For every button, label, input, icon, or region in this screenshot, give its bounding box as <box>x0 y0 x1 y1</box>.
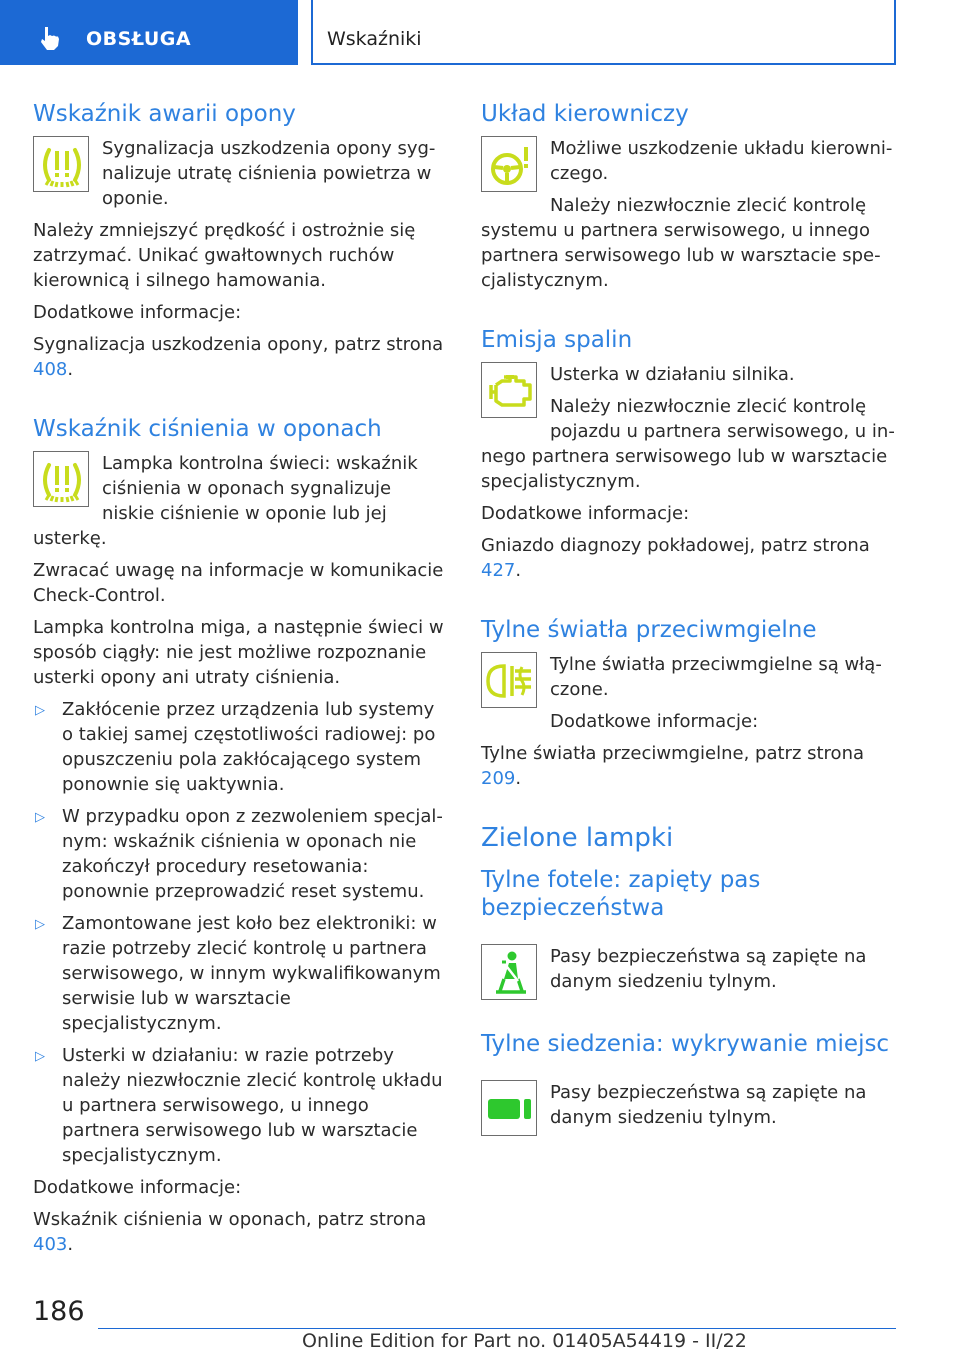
list-item <box>33 697 448 797</box>
paragraph: Zwracać uwagę na informacje w komunikacie Check-Control. <box>33 560 444 606</box>
paragraph: Należy niezwłocznie zlecić kontrolę pojazdu u partnera serwisowego, u innego partnera serwisowego lub w warsztacie specjalistycznym. <box>481 396 895 492</box>
edition-note: Online Edition for Part no. 01405A54419 - II/22 <box>302 1330 747 1352</box>
page-link[interactable]: 403 <box>33 1234 68 1255</box>
list-item-text: W przypadku opon z zezwoleniem specjalnym: wskaźnik ciśnienia w oponach nie zakończył procedury resetowania: ponownie przeprowadzić reset systemu. <box>62 806 443 902</box>
paragraph: Należy zmniejszyć prędkość i ostrożnie się zatrzymać. Unikać gwałtownych ruchów kierownicą i silnego hamowania. <box>33 220 416 291</box>
steering-warning-icon <box>482 137 538 193</box>
icon-description: Możliwe uszkodzenie układu kierowniczego. <box>550 138 893 184</box>
list-item <box>33 804 448 904</box>
rear-seat-occupancy-icon-box <box>481 1080 537 1136</box>
reference-end: . <box>67 359 74 380</box>
reference-end: . <box>515 560 522 581</box>
paragraph: Należy niezwłocznie zlecić kontrolę systemu u partnera serwisowego, u innego partnera serwisowego lub w warsztacie specjalistycznym. <box>481 195 881 291</box>
tire-warning-icon <box>34 137 90 193</box>
hand-pointer-icon <box>37 24 65 52</box>
section-title-steering: Układ kierowniczy <box>481 101 689 127</box>
engine-check-icon-box <box>481 362 537 418</box>
rear-fog-light-icon <box>482 653 538 709</box>
page-number: 186 <box>33 1296 85 1327</box>
paragraph: Dodatkowe informacje: <box>550 711 759 732</box>
tire-pressure-icon <box>34 452 90 508</box>
section-tab[interactable] <box>0 0 298 65</box>
icon-description: Tylne światła przeciwmgielne są włączone. <box>550 654 882 700</box>
icon-description: Sygnalizacja uszkodzenia opony sygnalizuje utratę ciśnienia powietrza w oponie. <box>102 138 436 209</box>
chapter-tab[interactable] <box>311 0 896 65</box>
list-item <box>33 1043 448 1168</box>
footer-divider <box>98 1328 896 1329</box>
chapter-heading-green: Zielone lampki <box>481 823 674 853</box>
tire-warning-icon-box <box>33 136 89 192</box>
list-item <box>33 911 448 1036</box>
page-reference <box>481 741 896 791</box>
paragraph: Dodatkowe informacje: <box>481 503 690 524</box>
triangle-bullet-icon: ▷ <box>35 703 45 718</box>
chapter-label: Wskaźniki <box>327 28 422 50</box>
paragraph: Lampka kontrolna miga, a następnie świeci w sposób ciągły: nie jest możliwe rozpoznanie usterki opony ani utraty ciśnienia. <box>33 617 444 688</box>
page-reference <box>33 1207 448 1257</box>
seatbelt-icon-box <box>481 944 537 1000</box>
rear-fog-light-icon-box <box>481 652 537 708</box>
page-reference <box>33 332 448 382</box>
paragraph: Dodatkowe informacje: <box>33 1177 242 1198</box>
section-title-emission: Emisja spalin <box>481 327 633 353</box>
triangle-bullet-icon: ▷ <box>35 917 45 932</box>
bullet-list <box>33 697 448 1168</box>
section-title-rear-fog: Tylne światła przeciwmgielne <box>481 617 817 643</box>
icon-description: Lampka kontrolna świeci: wskaźnik ciśnienia w oponach sygnalizuje niskie ciśnienie w oponie lub jej usterkę. <box>33 453 418 549</box>
reference-end: . <box>515 768 522 789</box>
triangle-bullet-icon: ▷ <box>35 810 45 825</box>
page-link[interactable]: 408 <box>33 359 68 380</box>
reference-text: Tylne światła przeciwmgielne, patrz strona <box>481 743 865 764</box>
page-link[interactable]: 427 <box>481 560 516 581</box>
list-item-text: Usterki w działaniu: w razie potrzeby należy niezwłocznie zlecić kontrolę układu u partnera serwisowego, u innego partnera serwisowego lub w warsztacie specjalistycznym. <box>62 1045 443 1166</box>
icon-description: Pasy bezpieczeństwa są zapięte na danym siedzeniu tylnym. <box>550 946 867 992</box>
rear-seat-occupancy-icon <box>482 1081 538 1137</box>
section-title-rear-seats: Tylne siedzenia: wykrywanie miejsc <box>481 1031 890 1057</box>
section-label: OBSŁUGA <box>86 28 192 50</box>
right-column <box>481 100 896 1140</box>
paragraph: Dodatkowe informacje: <box>33 302 242 323</box>
list-item-text: Zakłócenie przez urządzenia lub systemy o takiej samej częstotliwości radiowej: po opuszczeniu pola zakłócającego system ponownie się uaktywnia. <box>62 699 436 795</box>
reference-text: Gniazdo diagnozy pokładowej, patrz strona <box>481 535 870 556</box>
left-column <box>33 100 448 1264</box>
list-item-text: Zamontowane jest koło bez elektroniki: w razie potrzeby zlecić kontrolę u partnera serwisowego, w innym wykwalifikowanym serwisie lub w warsztacie specjalistycznym. <box>62 913 441 1034</box>
section-title-rear-belt: Tylne fotele: zapięty pas bezpieczeństwa <box>481 867 761 921</box>
icon-description: Usterka w działaniu silnika. <box>550 364 795 385</box>
reference-end: . <box>67 1234 74 1255</box>
tire-pressure-icon-box <box>33 451 89 507</box>
page-link[interactable]: 209 <box>481 768 516 789</box>
page-reference <box>481 533 896 583</box>
reference-text: Sygnalizacja uszkodzenia opony, patrz strona <box>33 334 444 355</box>
icon-description: Pasy bezpieczeństwa są zapięte na danym siedzeniu tylnym. <box>550 1082 867 1128</box>
section-title-tire-pressure: Wskaźnik ciśnienia w oponach <box>33 416 382 442</box>
triangle-bullet-icon: ▷ <box>35 1049 45 1064</box>
section-title-tire-failure: Wskaźnik awarii opony <box>33 101 296 127</box>
reference-text: Wskaźnik ciśnienia w oponach, patrz strona <box>33 1209 427 1230</box>
engine-check-icon <box>482 363 538 419</box>
seatbelt-icon <box>482 945 538 1001</box>
steering-warning-icon-box <box>481 136 537 192</box>
